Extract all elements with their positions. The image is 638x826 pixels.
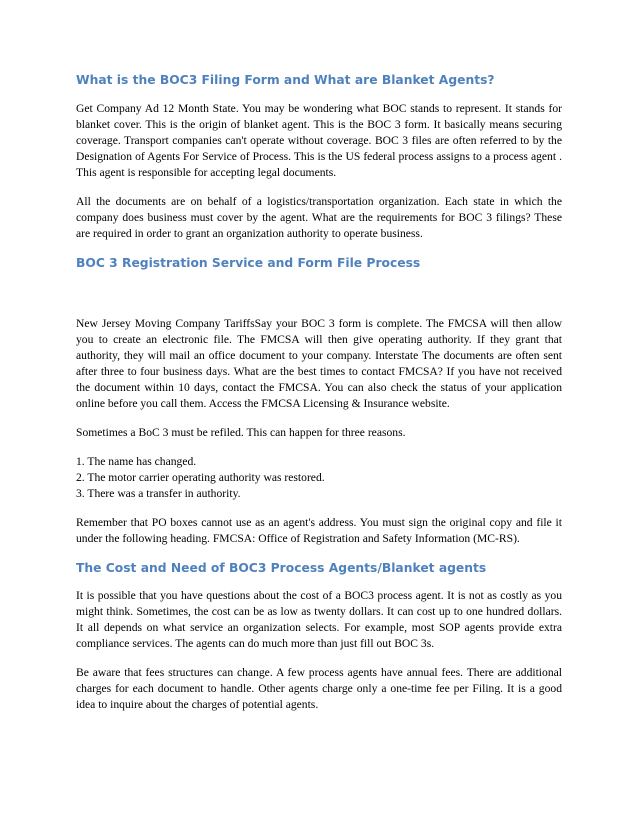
list-item: 2. The motor carrier operating authority was restored. xyxy=(76,471,325,484)
list-item: 1. The name has changed. xyxy=(76,455,197,468)
section1-heading: What is the BOC3 Filing Form and What are Blanket Agents? xyxy=(76,73,495,87)
reasons-list xyxy=(76,454,562,502)
section2-paragraph-1: New Jersey Moving Company TariffsSay your BOC 3 form is complete. The FMCSA will then allow you to create an electronic file. The FMCSA will then give operating authority. If they grant that authority, they will mail an office document to your company. Interstate The documents are often sent after three to four business days. What are the best times to contact FMCSA? If you have not received the document within 10 days, contact the FMCSA. You can also check the status of your application online before you call them. Access the FMCSA Licensing & Insurance website. xyxy=(76,317,562,410)
section2-heading: BOC 3 Registration Service and Form File Process xyxy=(76,256,421,270)
section1-paragraph-2: All the documents are on behalf of a logistics/transportation organization. Each state in which the company does business must cover by the agent. What are the requirements for BOC 3 filings? These are required in order to grant an organization authority to operate business. xyxy=(76,195,562,240)
section2-paragraph-2: Sometimes a BoC 3 must be refiled. This can happen for three reasons. xyxy=(76,426,406,439)
section1-paragraph-1: Get Company Ad 12 Month State. You may be wondering what BOC stands to represent. It stands for blanket cover. This is the origin of blanket agent. This is the BOC 3 form. It basically means securing coverage. Transport companies can't operate without coverage. BOC 3 files are often referred to by the Designation of Agents For Service of Process. This is the US federal process assigns to a process agent . This agent is responsible for accepting legal documents. xyxy=(76,102,562,179)
section3-paragraph-2: Be aware that fees structures can change. A few process agents have annual fees. There are additional charges for each document to handle. Other agents charge only a one-time fee per Filing. It is a good idea to inquire about the charges of potential agents. xyxy=(76,666,562,711)
document-page xyxy=(76,72,562,713)
section3-heading: The Cost and Need of BOC3 Process Agents/Blanket agents xyxy=(76,561,487,575)
section3-paragraph-1: It is possible that you have questions about the cost of a BOC3 process agent. It is not as costly as you might think. Sometimes, the cost can be as low as twenty dollars. It can cost up to one hundred dollars. It all depends on what service an organization selects. For example, most SOP agents provide extra compliance services. The agents can do much more than just fill out BOC 3s. xyxy=(76,589,562,650)
list-item: 3. There was a transfer in authority. xyxy=(76,487,241,500)
section2-paragraph-3: Remember that PO boxes cannot use as an agent's address. You must sign the original copy and file it under the following heading. FMCSA: Office of Registration and Safety Information (MC-RS). xyxy=(76,516,562,545)
